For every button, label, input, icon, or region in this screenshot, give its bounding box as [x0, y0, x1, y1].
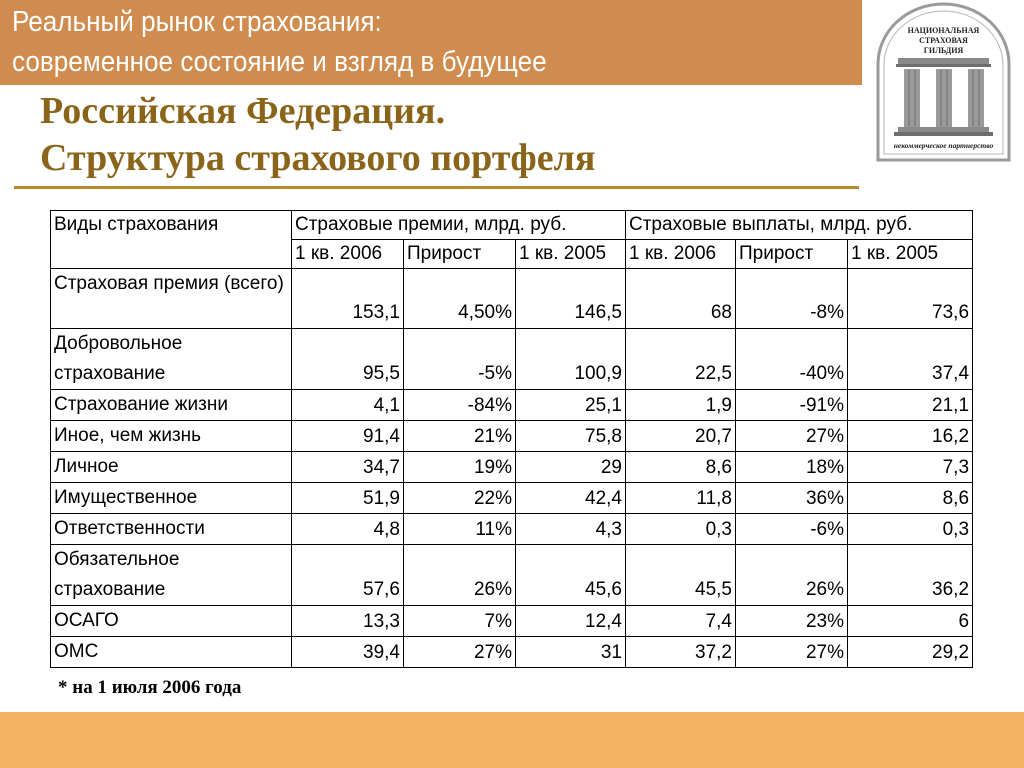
guild-logo [866, 2, 1021, 162]
table-row [51, 421, 973, 452]
table-header-row [51, 211, 973, 240]
cell-premium-2005: 45,6 [516, 545, 626, 606]
cell-payout-growth: -40% [736, 329, 848, 390]
table-row [51, 269, 973, 329]
logo-subtitle: некоммерческое партнерство [893, 141, 994, 150]
cell-premium-2006: 39,4 [292, 637, 404, 668]
row-label: Иное, чем жизнь [51, 421, 292, 452]
table-row [51, 483, 973, 514]
cell-payout-2005: 0,3 [848, 514, 973, 545]
cell-premium-2005: 100,9 [516, 329, 626, 390]
cell-premium-growth: 19% [404, 452, 516, 483]
column-group-premiums: Страховые премии, млрд. руб. [292, 211, 626, 240]
row-label: Ответственности [51, 514, 292, 545]
header-title-line-2: современное состояние и взгляд в будущее [12, 46, 547, 78]
cell-payout-2006: 22,5 [626, 329, 736, 390]
cell-premium-2005: 25,1 [516, 390, 626, 421]
cell-premium-2006: 95,5 [292, 329, 404, 390]
logo-text-line-2: СТРАХОВАЯ [919, 36, 968, 45]
cell-premium-2006: 34,7 [292, 452, 404, 483]
cell-payout-2005: 73,6 [848, 269, 973, 329]
table-row [51, 514, 973, 545]
cell-premium-2005: 4,3 [516, 514, 626, 545]
cell-premium-2006: 4,1 [292, 390, 404, 421]
row-label: Имущественное [51, 483, 292, 514]
cell-premium-growth: -5% [404, 329, 516, 390]
cell-payout-growth: 23% [736, 606, 848, 637]
cell-premium-growth: 11% [404, 514, 516, 545]
cell-premium-2006: 57,6 [292, 545, 404, 606]
cell-payout-2006: 68 [626, 269, 736, 329]
cell-premium-2005: 75,8 [516, 421, 626, 452]
cell-premium-2006: 4,8 [292, 514, 404, 545]
cell-payout-2005: 36,2 [848, 545, 973, 606]
logo-text-line-1: НАЦИОНАЛЬНАЯ [907, 26, 980, 35]
table-row [51, 452, 973, 483]
cell-premium-2005: 31 [516, 637, 626, 668]
slide-title-line-2: Структура страхового портфеля [40, 137, 596, 179]
table-row [51, 545, 973, 606]
cell-payout-growth: 27% [736, 421, 848, 452]
title-divider [14, 186, 859, 189]
cell-premium-growth: 4,50% [404, 269, 516, 329]
column-group-payouts: Страховые выплаты, млрд. руб. [626, 211, 973, 240]
cell-payout-growth: -8% [736, 269, 848, 329]
cell-payout-2006: 0,3 [626, 514, 736, 545]
cell-payout-2006: 37,2 [626, 637, 736, 668]
subheader-payout-2005: 1 кв. 2005 [848, 240, 973, 269]
row-label: Страхование жизни [51, 390, 292, 421]
subheader-premium-2006: 1 кв. 2006 [292, 240, 404, 269]
cell-payout-2005: 37,4 [848, 329, 973, 390]
cell-payout-2006: 45,5 [626, 545, 736, 606]
cell-payout-growth: -91% [736, 390, 848, 421]
table-row [51, 329, 973, 390]
cell-payout-2006: 8,6 [626, 452, 736, 483]
subheader-payout-2006: 1 кв. 2006 [626, 240, 736, 269]
cell-premium-2005: 146,5 [516, 269, 626, 329]
cell-premium-growth: 21% [404, 421, 516, 452]
cell-payout-growth: 26% [736, 545, 848, 606]
cell-premium-growth: 22% [404, 483, 516, 514]
subheader-premium-growth: Прирост [404, 240, 516, 269]
cell-payout-growth: 27% [736, 637, 848, 668]
table-row [51, 390, 973, 421]
header-title-line-1: Реальный рынок страхования: [12, 6, 382, 38]
cell-payout-2005: 7,3 [848, 452, 973, 483]
table-row [51, 637, 973, 668]
cell-payout-2006: 11,8 [626, 483, 736, 514]
cell-payout-2006: 20,7 [626, 421, 736, 452]
row-label: ОМС [51, 637, 292, 668]
header-bar [0, 0, 862, 85]
row-label: Личное [51, 452, 292, 483]
cell-payout-growth: 18% [736, 452, 848, 483]
pillars-icon [894, 58, 993, 136]
subheader-payout-growth: Прирост [736, 240, 848, 269]
row-label: ОСАГО [51, 606, 292, 637]
footnote: * на 1 июля 2006 года [58, 677, 242, 698]
cell-premium-2006: 13,3 [292, 606, 404, 637]
cell-premium-growth: 27% [404, 637, 516, 668]
cell-premium-2005: 12,4 [516, 606, 626, 637]
portfolio-table [50, 210, 973, 668]
cell-premium-2006: 91,4 [292, 421, 404, 452]
cell-premium-2006: 153,1 [292, 269, 404, 329]
cell-payout-2005: 29,2 [848, 637, 973, 668]
cell-payout-2006: 1,9 [626, 390, 736, 421]
slide-title-line-1: Российская Федерация. [40, 90, 446, 132]
cell-payout-2005: 21,1 [848, 390, 973, 421]
cell-premium-growth: 26% [404, 545, 516, 606]
row-label: Добровольное страхование [51, 329, 292, 390]
cell-payout-growth: 36% [736, 483, 848, 514]
cell-premium-2005: 42,4 [516, 483, 626, 514]
cell-payout-2005: 16,2 [848, 421, 973, 452]
footer-bar [0, 712, 1024, 768]
row-label: Страховая премия (всего) [51, 269, 292, 329]
subheader-premium-2005: 1 кв. 2005 [516, 240, 626, 269]
cell-premium-2006: 51,9 [292, 483, 404, 514]
table-row [51, 606, 973, 637]
column-header-type: Виды страхования [51, 211, 292, 269]
cell-premium-growth: -84% [404, 390, 516, 421]
row-label: Обязательное страхование [51, 545, 292, 606]
cell-premium-2005: 29 [516, 452, 626, 483]
logo-text-line-3: ГИЛЬДИЯ [923, 46, 964, 55]
cell-payout-2005: 6 [848, 606, 973, 637]
cell-premium-growth: 7% [404, 606, 516, 637]
cell-payout-2005: 8,6 [848, 483, 973, 514]
cell-payout-growth: -6% [736, 514, 848, 545]
cell-payout-2006: 7,4 [626, 606, 736, 637]
